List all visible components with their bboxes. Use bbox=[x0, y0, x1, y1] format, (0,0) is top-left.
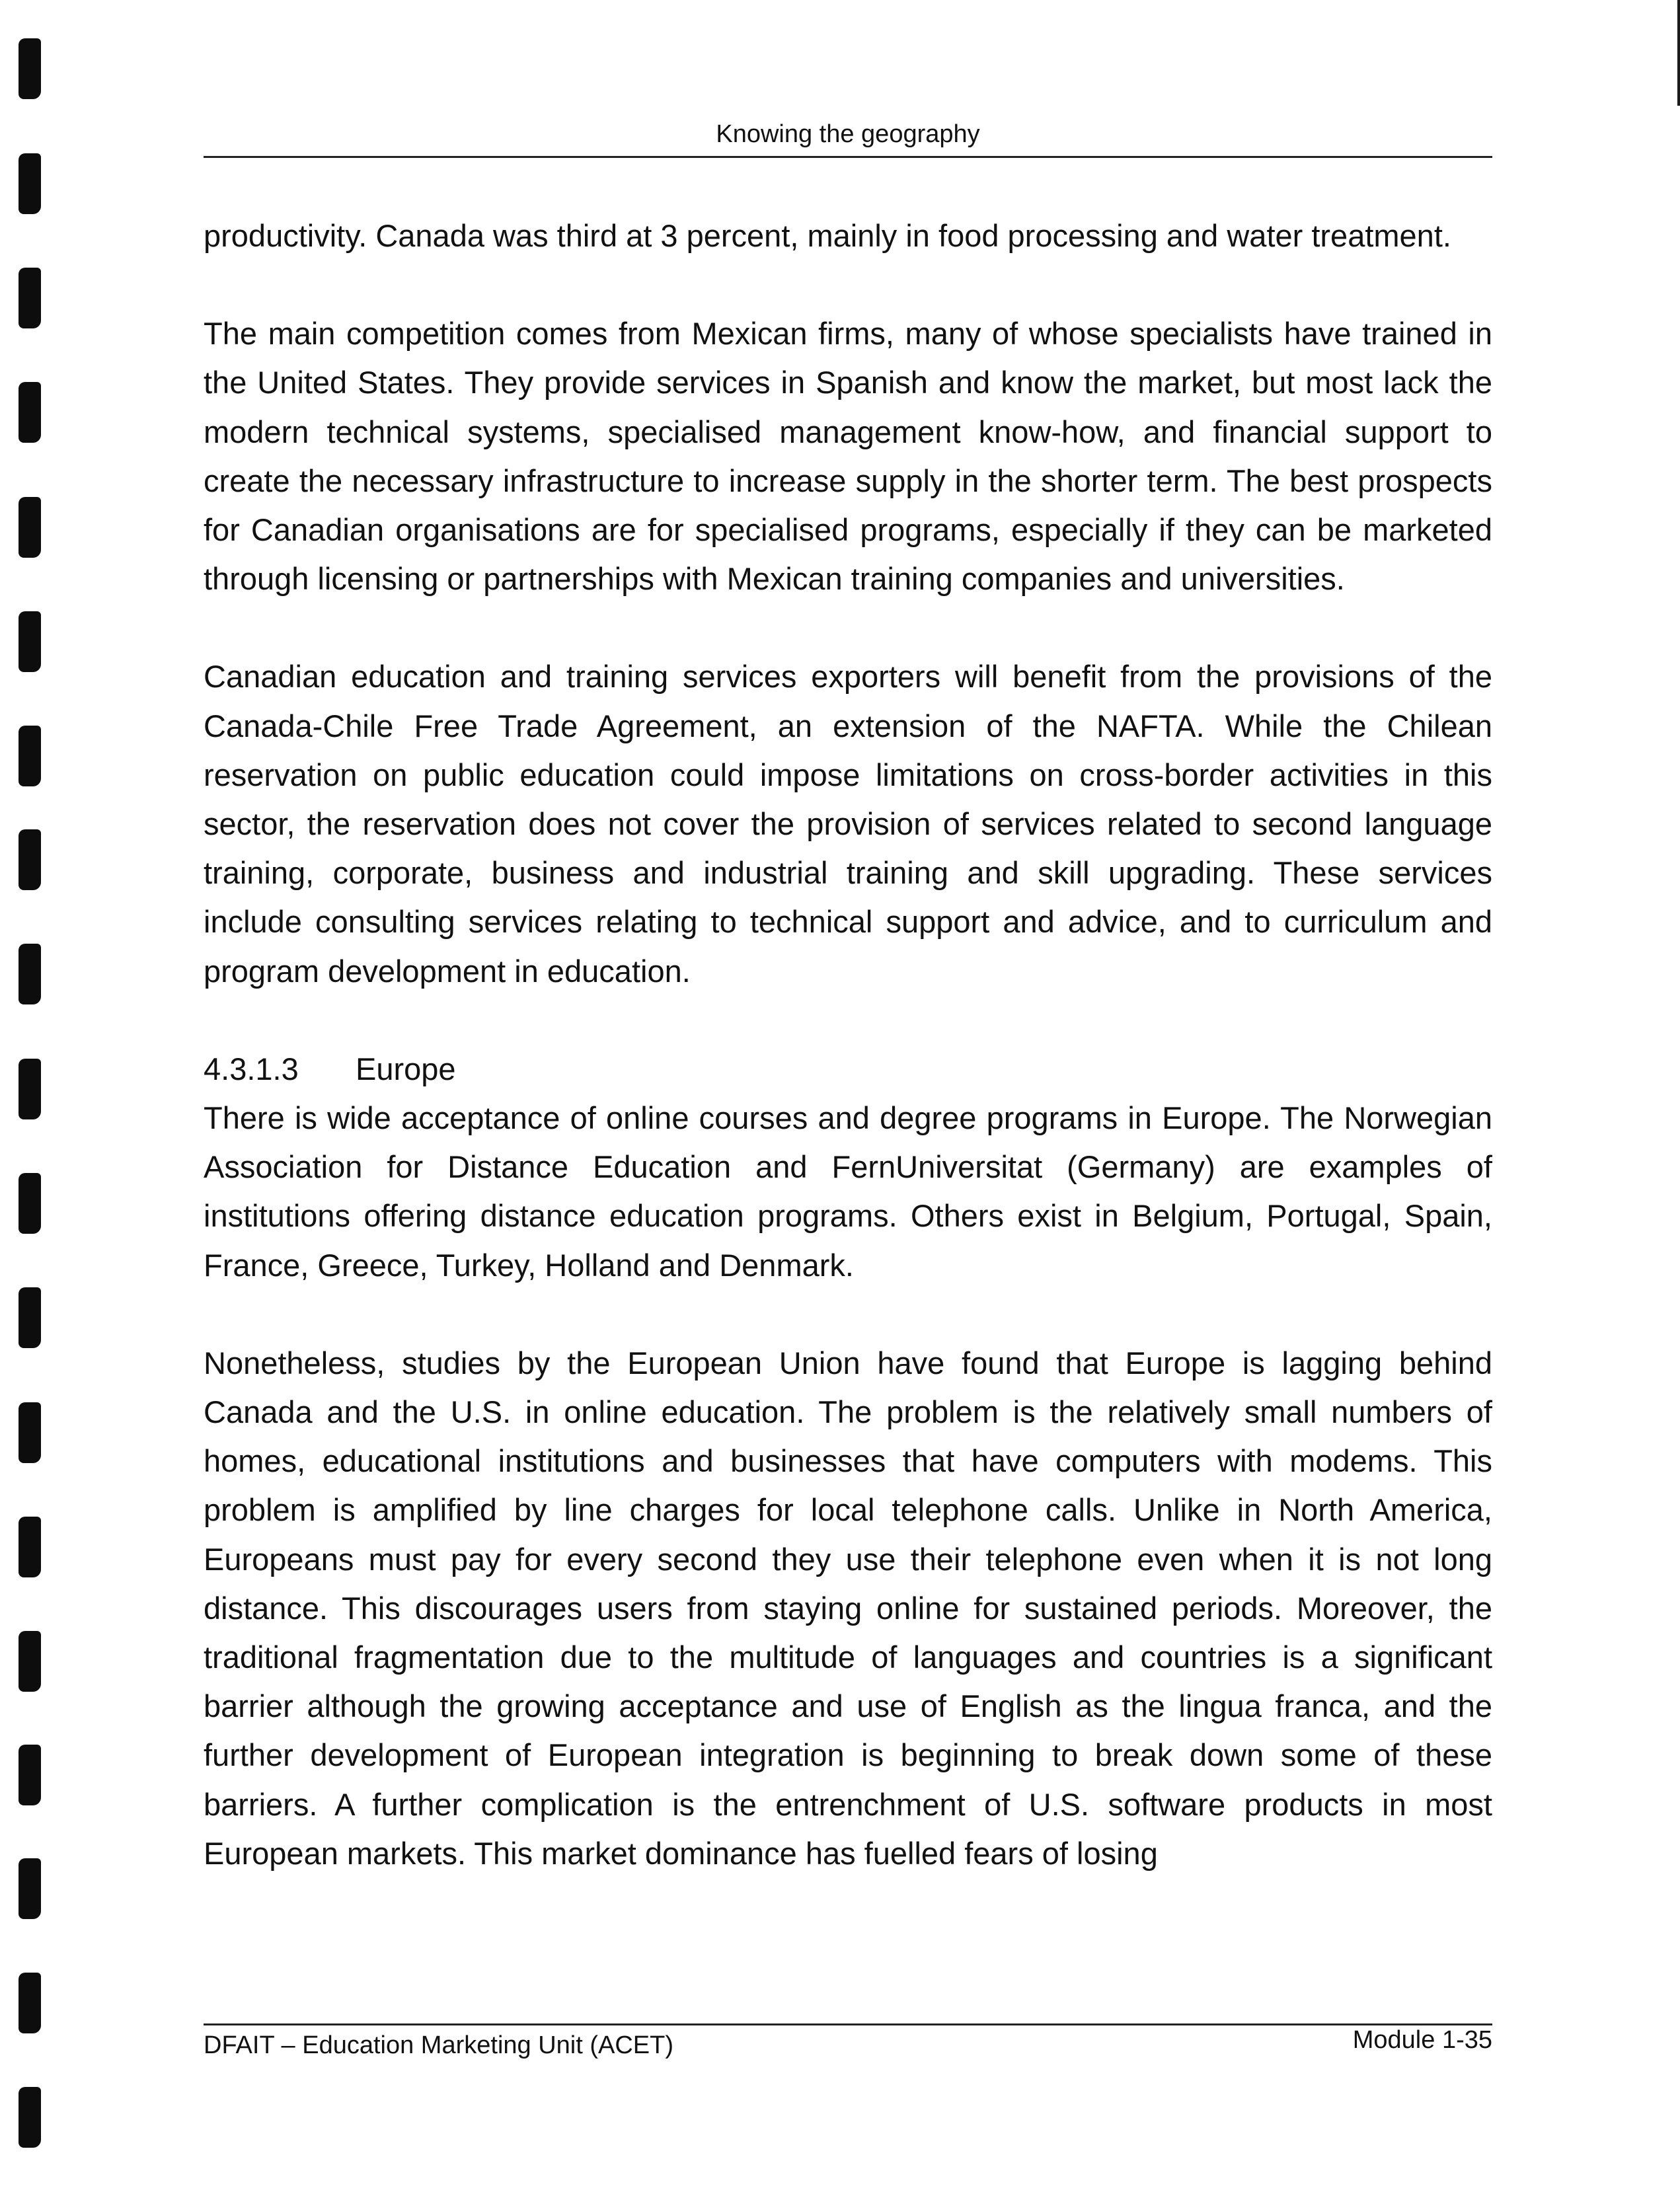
binder-mark bbox=[19, 38, 41, 99]
page-body bbox=[204, 211, 1492, 1927]
section-heading bbox=[204, 1045, 1492, 1094]
binder-mark bbox=[19, 611, 41, 672]
binder-mark bbox=[19, 1402, 41, 1463]
paragraph: Nonetheless, studies by the European Union have found that Europe is lagging behind Canada and the U.S. in online education. The problem is the relatively small numbers of homes, educational institutions and businesses that have computers with modems. This problem is amplified by line charges for local telephone calls. Unlike in North America, Europeans must pay for every second they use their telephone even when it is not long distance. This discourages users from staying online for sustained periods. Moreover, the traditional fragmentation due to the multitude of languages and countries is a significant barrier although the growing acceptance and use of English as the lingua franca, and the further development of European integration is beginning to break down some of these barriers. A further complication is the entrenchment of U.S. software products in most European markets. This market dominance has fuelled fears of losing bbox=[204, 1345, 1492, 1871]
header-rule bbox=[204, 156, 1492, 158]
binder-mark bbox=[19, 1517, 41, 1577]
binder-mark bbox=[19, 944, 41, 1004]
footer-rule bbox=[204, 2023, 1492, 2025]
binder-mark bbox=[19, 1287, 41, 1348]
binder-mark bbox=[19, 153, 41, 214]
binder-mark bbox=[19, 2087, 41, 2148]
binder-mark bbox=[19, 382, 41, 443]
binder-mark bbox=[19, 1173, 41, 1234]
section-number: 4.3.1.3 bbox=[204, 1051, 299, 1086]
binder-mark bbox=[19, 829, 41, 890]
paragraph: productivity. Canada was third at 3 percent, mainly in food processing and water treatment. bbox=[204, 218, 1451, 253]
running-header: Knowing the geography bbox=[716, 120, 980, 148]
binder-mark bbox=[19, 497, 41, 558]
binder-mark bbox=[19, 1059, 41, 1119]
footer-publisher: DFAIT – Education Marketing Unit (ACET) bbox=[204, 2031, 673, 2059]
binder-mark bbox=[19, 1631, 41, 1692]
binder-mark bbox=[19, 1973, 41, 2033]
binder-mark bbox=[19, 726, 41, 786]
binder-hole-strip bbox=[0, 0, 73, 2192]
binder-mark bbox=[19, 1745, 41, 1805]
binder-mark bbox=[19, 1858, 41, 1919]
paragraph: The main competition comes from Mexican firms, many of whose specialists have trained in the United States. They provide services in Spanish and know the market, but most lack the modern technical systems, specialised management know-how, and financial support to create the necessary infrastructure to increase supply in the shorter term. The best prospects for Canadian organisations are for specialised programs, especially if they can be marketed through licensing or partnerships with Mexican training companies and universities. bbox=[204, 316, 1492, 597]
footer-page-number: Module 1-35 bbox=[1352, 2026, 1492, 2054]
page-edge-line bbox=[1677, 0, 1680, 106]
paragraph: Canadian education and training services exporters will benefit from the provisions of the Canada-Chile Free Trade Agreement, an extension of the NAFTA. While the Chilean reservation on public education could impose limitations on cross-border activities in this sector, the reservation does not cover the provision of services related to second language training, corporate, business and industrial training and skill upgrading. These services include consulting services relating to technical support and advice, and to curriculum and program development in education. bbox=[204, 659, 1492, 989]
paragraph: There is wide acceptance of online courses and degree programs in Europe. The Norwegian Association for Distance Education and FernUniversitat (Germany) are examples of institutions offering distance education programs. Others exist in Belgium, Portugal, Spain, France, Greece, Turkey, Holland and Denmark. bbox=[204, 1100, 1492, 1283]
binder-mark bbox=[19, 268, 41, 328]
section-title: Europe bbox=[356, 1051, 456, 1086]
